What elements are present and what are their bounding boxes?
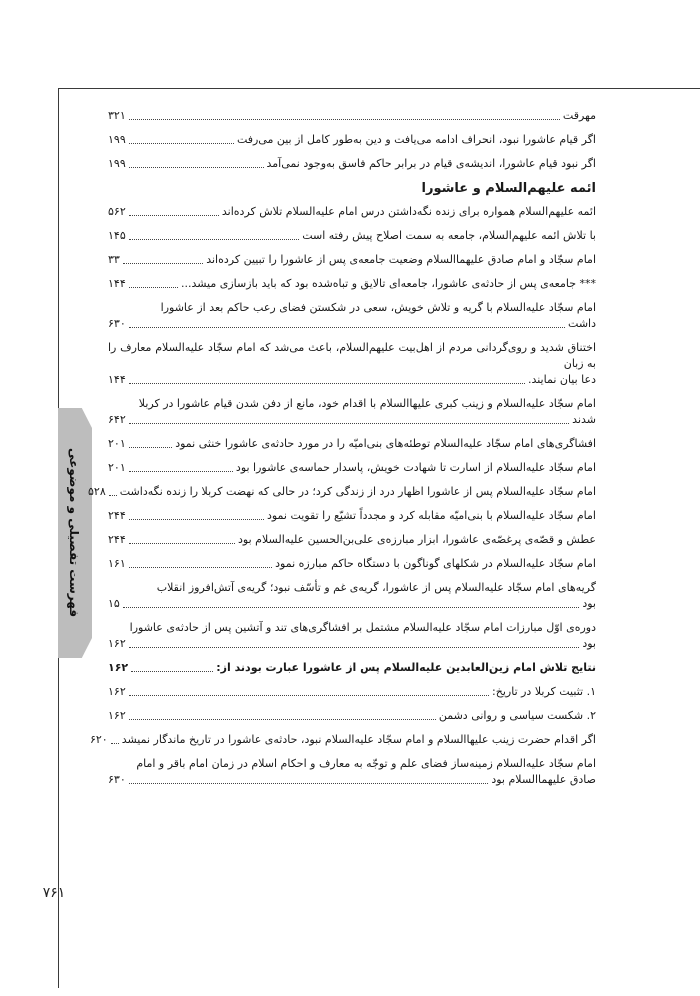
dot-leader — [129, 471, 233, 472]
entry-text: اگر نبود قیام عاشورا، اندیشه‌ی قیام در برابر حاکم فاسق به‌وجود نمی‌آمد — [266, 157, 596, 170]
entry-text: *** جامعه‌ی پس از حادثه‌ی عاشورا، جامعه‌ای تالایق و تباه‌شده بود که باید بازسازی میشد... — [180, 277, 596, 290]
index-entry — [108, 156, 596, 172]
entry-page: ۶۳۰ — [108, 773, 126, 786]
dot-leader — [129, 567, 272, 568]
entry-text: امام سجّاد علیه‌السلام از اسارت تا شهادت خویش، پاسدار حماسه‌ی عاشورا بود — [235, 461, 596, 474]
dot-leader — [129, 143, 234, 144]
entry-text: ائمه علیهم‌السلام همواره برای زنده نگه‌داشتن درس امام علیه‌السلام تلاش کرده‌اند — [221, 205, 596, 218]
index-entry — [108, 396, 596, 428]
dot-leader — [129, 647, 580, 648]
dot-leader — [129, 383, 525, 384]
entry-page: ۶۲۰ — [89, 733, 108, 746]
entry-text: ۲. شکست سیاسی و روانی دشمن — [438, 709, 596, 722]
entry-text: امام سجّاد علیه‌السلام پس از عاشورا اظهار درد از زندگی کرد؛ در حالی که نهضت کربلا را زنده نگه‌داشت — [119, 485, 596, 498]
entry-text: بود — [582, 637, 596, 650]
dot-leader — [129, 119, 560, 120]
entry-text: مهرقت — [562, 109, 596, 122]
dot-leader — [123, 263, 203, 264]
entry-page: ۱۴۴ — [108, 277, 126, 290]
dot-leader — [129, 695, 489, 696]
entry-text: عطش و قصّه‌ی پرغصّه‌ی عاشورا، ابزار مبارزه‌ی علی‌بن‌الحسین علیه‌السلام بود — [238, 533, 596, 546]
entry-text: صادق علیهماالسلام بود — [491, 773, 596, 786]
dot-leader — [129, 423, 569, 424]
dot-leader — [129, 287, 178, 288]
entry-page: ۲۴۴ — [108, 533, 126, 546]
page-number: ۷۶۱ — [42, 885, 66, 901]
entry-text: امام سجّاد علیه‌السلام زمینه‌ساز فضای علم و توجّه به معارف و احکام اسلام در زمان امام باقر و امام — [136, 757, 596, 770]
entry-text: گریه‌های امام سجّاد علیه‌السلام پس از عاشورا، گریه‌ی غم و تأسّف نبود؛ گریه‌ی آتش‌افروز انقلاب — [156, 581, 596, 594]
index-list — [88, 108, 596, 796]
entry-text: ۱. تثبیت کربلا در تاریخ: — [492, 685, 596, 698]
index-entry — [108, 756, 596, 788]
index-entry — [108, 132, 596, 148]
entry-page: ۱۶۲ — [108, 709, 126, 722]
side-tab-label: فهرست تفصیلی و موضوعی — [67, 448, 81, 618]
index-entry — [108, 204, 596, 220]
dot-leader — [129, 215, 219, 216]
dot-leader — [129, 447, 172, 448]
entry-text: نتایج تلاش امام زین‌العابدین علیه‌السلام پس از عاشورا عبارت بودند از: — [216, 661, 596, 674]
index-entry — [108, 580, 596, 612]
index-entry — [108, 108, 596, 124]
entry-text: افشاگری‌های امام سجّاد علیه‌السلام توطئه‌های بنی‌امیّه را در مورد حادثه‌ی عاشورا خنثی نمود — [175, 437, 596, 450]
index-entry — [108, 620, 596, 652]
index-entry — [108, 436, 596, 452]
entry-page: ۲۰۱ — [108, 437, 126, 450]
entry-text: امام سجّاد علیه‌السلام و زینب کبری علیهاالسلام با اقدام خود، مانع از دفن شدن قیام عاشورا در کربلا — [138, 397, 596, 410]
dot-leader — [129, 543, 235, 544]
index-entry — [108, 684, 596, 700]
index-entry — [108, 532, 596, 548]
entry-text: با تلاش ائمه علیهم‌السلام، جامعه به سمت اصلاح پیش رفته است — [302, 229, 596, 242]
index-entry — [108, 276, 596, 292]
top-rule — [58, 88, 700, 89]
entry-text: امام سجّاد علیه‌السلام با گریه و تلاش خویش، سعی در شکستن فضای رعب حاکم بعد از عاشورا — [160, 301, 596, 314]
index-entry — [108, 300, 596, 332]
entry-page: ۱۶۲ — [108, 637, 126, 650]
entry-page: ۵۶۲ — [108, 205, 126, 218]
entry-page: ۲۰۱ — [108, 461, 126, 474]
entry-page: ۲۴۴ — [108, 509, 126, 522]
section-heading: ائمه علیهم‌السلام و عاشورا — [421, 181, 596, 196]
entry-page: ۱۶۲ — [108, 661, 129, 674]
entry-text: امام سجّاد علیه‌السلام با بنی‌امیّه مقابله کرد و مجدداً تشیّع را تقویت نمود — [266, 509, 596, 522]
dot-leader — [123, 607, 580, 608]
dot-leader — [109, 495, 117, 496]
dot-leader — [129, 719, 436, 720]
entry-page: ۳۲۱ — [108, 109, 126, 122]
index-entry — [108, 660, 596, 676]
index-entry — [108, 252, 596, 268]
dot-leader — [129, 783, 489, 784]
index-entry — [108, 556, 596, 572]
dot-leader — [129, 327, 565, 328]
entry-text: امام سجّاد و امام صادق علیهماالسلام وضعیت جامعه‌ی پس از عاشورا را تبیین کرده‌اند — [206, 253, 596, 266]
entry-page: ۶۳۰ — [108, 317, 126, 330]
index-entry — [89, 732, 596, 748]
entry-page: ۱۹۹ — [108, 157, 126, 170]
dot-leader — [129, 239, 299, 240]
entry-text: شدند — [572, 413, 596, 426]
index-entry — [108, 508, 596, 524]
dot-leader — [129, 167, 264, 168]
entry-text: دعا بیان نمایند. — [527, 373, 596, 386]
entry-page: ۳۳ — [108, 253, 120, 266]
entry-text: دوره‌ی اوّل مبارزات امام سجّاد علیه‌السلام مشتمل بر افشاگری‌های تند و آتشین پس از حادثه‌ی عاشورا — [129, 621, 596, 634]
entry-text: داشت — [568, 317, 596, 330]
entry-page: ۱۹۹ — [108, 133, 126, 146]
entry-page: ۱۴۴ — [108, 373, 126, 386]
index-entry — [108, 340, 596, 388]
entry-text: بود — [582, 597, 596, 610]
entry-text: امام سجّاد علیه‌السلام در شکلهای گوناگون با دستگاه حاکم مبارزه نمود — [275, 557, 596, 570]
entry-text: اختناق شدید و روی‌گردانی مردم از اهل‌بیت علیهم‌السلام، باعث می‌شد که امام سجّاد علیه‌السلام معارف را به زبان — [108, 341, 596, 370]
dot-leader — [131, 671, 213, 672]
index-entry — [108, 228, 596, 244]
entry-page: ۶۴۲ — [108, 413, 126, 426]
entry-page: ۱۶۲ — [108, 685, 126, 698]
entry-page: ۱۵ — [108, 597, 120, 610]
entry-page: ۱۶۱ — [108, 557, 126, 570]
dot-leader — [111, 743, 119, 744]
entry-page: ۵۲۸ — [88, 485, 106, 498]
index-entry — [108, 708, 596, 724]
dot-leader — [129, 519, 264, 520]
entry-page: ۱۴۵ — [108, 229, 126, 242]
index-entry — [88, 484, 596, 500]
index-entry — [108, 460, 596, 476]
entry-text: اگر قیام عاشورا نبود، انحراف ادامه می‌یافت و دین به‌طور کامل از بین می‌رفت — [236, 133, 596, 146]
entry-text: اگر اقدام حضرت زینب علیهاالسلام و امام سجّاد علیه‌السلام نبود، حادثه‌ی عاشورا در تاریخ ماندگار نمیشد — [121, 733, 596, 746]
